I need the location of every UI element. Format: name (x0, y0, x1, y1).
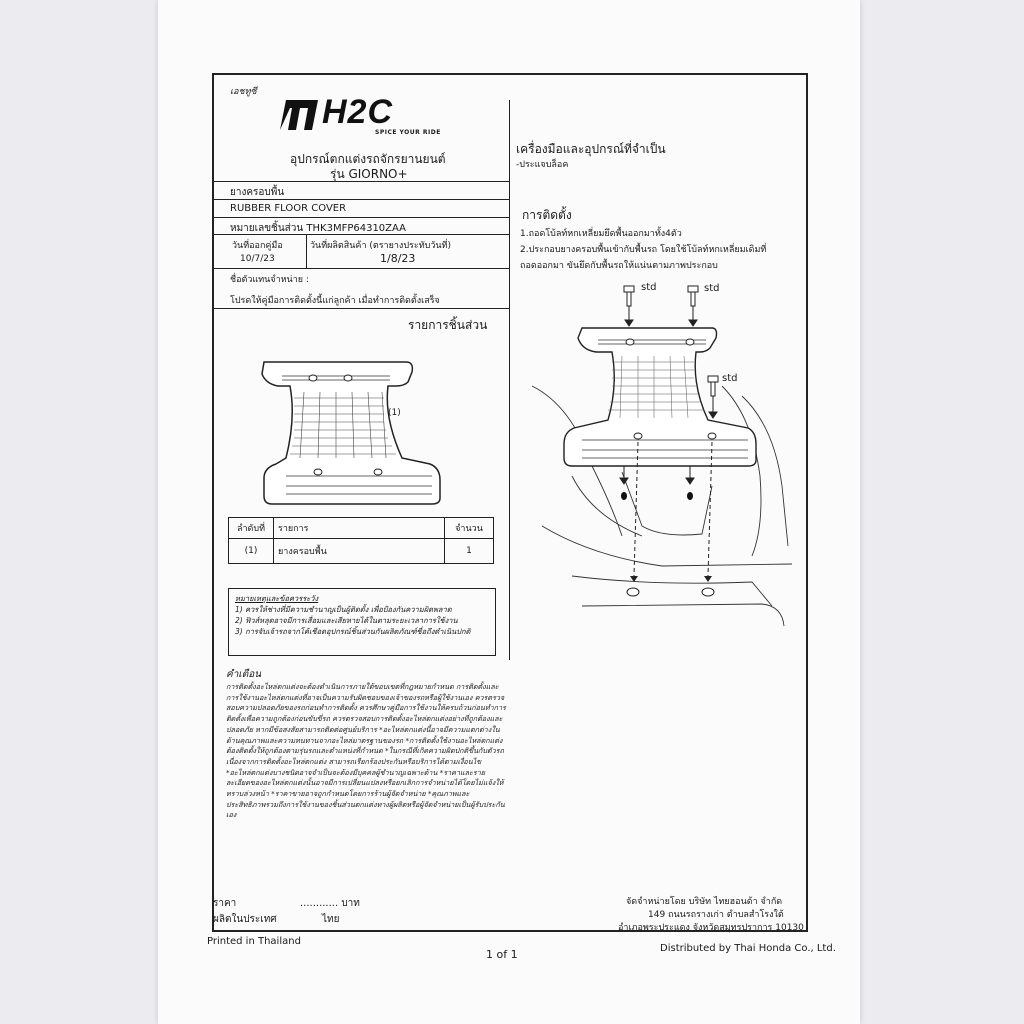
table-header-row (229, 518, 494, 539)
std-label-2: std (704, 283, 720, 294)
logo-text: H2C (322, 93, 394, 131)
divider (212, 217, 509, 218)
top-label: เอชทูซี (230, 87, 257, 97)
install-step-2: 2.ประกอบยางครอบพื้นเข้ากับพื้นรถ โดยใช้โบ้ลท์หกเหลี่ยมเดิมที่ (520, 245, 767, 255)
distributor-line-2: 149 ถนนรถรางเก่า ตำบลสำโรงใต้ (648, 910, 784, 920)
dealer-note: โปรดให้คู่มือการติดตั้งนี้แก่ลูกค้า เมื่อทำการติดตั้งเสร็จ (230, 296, 440, 306)
product-name-en: RUBBER FLOOR COVER (230, 203, 347, 214)
divider (212, 199, 509, 200)
origin-value: ไทย (322, 914, 340, 925)
origin-label: ผลิตในประเทศ (213, 914, 277, 925)
tools-heading: เครื่องมือและอุปกรณ์ที่จำเป็น (516, 142, 666, 156)
product-name-th: ยางครอบพื้น (230, 187, 285, 198)
note-item: 3) การจับเจ้ารถจากโค้เชือดอุปกรณ์ชิ้นส่วนกันผลิตภัณฑ์ชื่อถึงดำเนินปกติ (235, 627, 471, 636)
warning-text: การติดตั้งอะไหล่ตกแต่งจะต้องดำเนินการภายใต้ขอบเขตที่กฎหมายกำหนด การติดตั้งและการใช้งานอะไหล่ตกแต่งที่อาจเป็นความรับผิดชอบของเจ้าของรถหรือผู้ใช้งานเอง ควรตรวจสอบความปลอดภัยของรถก่อนทำการติดตั้ง ควรศึกษาคู่มือการใช้งานให้ครบถ้วนก่อนทำการติดตั้งเพื่อความถูกต้องก่อนขับขี่รถ ควรตรวจสอบการติดตั้งอะไหล่ตกแต่งอย่างที่ถูกต้องและปลอดภัย หากมีข้อสงสัยสามารถติดต่อศูนย์บริการ *อะไหล่ตกแต่งนี้อาจมีความแตกต่างในด้านคุณภาพและความทนทานจากอะไหล่มาตรฐานของรถ *การติดตั้งใช้งานอะไหล่ตกแต่งต้องติดตั้งให้ถูกต้องตามรุ่นรถและตำแหน่งที่กำหนด *ในกรณีที่เกิดความผิดปกติขึ้นกับตัวรถเนื่องจากการติดตั้งอะไหล่ตกแต่ง สามารถเรียกร้องประกันหรือบริการได้ตามเงื่อนไข *อะไหล่ตกแต่งบางชนิดอาจจำเป็นจะต้องมีบุคคลผู้ชำนาญเฉพาะด้าน *ราคาและรายละเอียดของอะไหล่ตกแต่งนั้นอาจมีการเปลี่ยนแปลงหรือยกเลิกการจำหน่ายได้โดยไม่แจ้งให้ทราบล่วงหน้า *ราคาขายอาจถูกกำหนดโดยการร้านผู้จัดจำหน่าย *คุณภาพและประสิทธิภาพรวมถึงการใช้งานของชิ้นส่วนตกแต่งทางผู้ผลิตหรือผู้จัดจำหน่ายเป็นผู้รับประกันเอง (226, 682, 506, 820)
manual-date-label: วันที่ออกคู่มือ (232, 241, 283, 251)
col-header-number: ลำดับที่ (229, 518, 274, 539)
col-header-item: รายการ (274, 518, 445, 539)
logo-tagline: SPICE YOUR RIDE (375, 129, 441, 136)
table-row (229, 539, 494, 564)
cell-item: ยางครอบพื้น (274, 539, 445, 564)
col-header-qty: จำนวน (445, 518, 494, 539)
dealer-label: ชื่อตัวแทนจำหน่าย : (230, 275, 309, 285)
title-line-1: อุปกรณ์ตกแต่งรถจักรยานยนต์ (290, 152, 446, 166)
part-callout: (1) (388, 408, 401, 418)
notes-box (228, 588, 496, 656)
part-number: หมายเลขชิ้นส่วน THK3MFP64310ZAA (230, 223, 406, 234)
manual-date: 10/7/23 (240, 254, 275, 264)
distributed-by-en: Distributed by Thai Honda Co., Ltd. (660, 943, 836, 954)
divider (212, 181, 509, 182)
divider (212, 308, 509, 309)
page-number: 1 of 1 (486, 948, 518, 961)
std-label-1: std (641, 282, 657, 293)
printed-in-label: Printed in Thailand (207, 936, 301, 947)
note-item: 2) ฟิวส์หลุดอาจมีการเสื่อมและเสียหายได้ในตามระยะเวลาการใช้งาน (235, 616, 458, 625)
install-step-1: 1.ถอดโบ้ลท์หกเหลี่ยมยึดพื้นออกมาทั้ง4ตัว (520, 229, 682, 239)
std-label-3: std (722, 373, 738, 384)
cell-number: (1) (229, 539, 274, 564)
cell-qty: 1 (445, 539, 494, 564)
divider (212, 234, 509, 235)
note-item: 1) ควรให้ช่างที่มีความชำนาญเป็นผู้ติดตั้ง เพื่อป้องกันความผิดพลาด (235, 605, 452, 614)
installation-diagram (512, 276, 802, 642)
divider (212, 268, 509, 269)
parts-list-heading: รายการชิ้นส่วน (408, 318, 488, 332)
distributor-line-3: อำเภอพระประแดง จังหวัดสมุทรปราการ 10130 (618, 923, 804, 933)
install-heading: การติดตั้ง (522, 208, 572, 222)
distributor-line-1: จัดจำหน่ายโดย บริษัท ไทยฮอนด้า จำกัด (626, 897, 783, 907)
tools-item: -ประแจบล็อค (516, 160, 569, 170)
divider (306, 234, 307, 268)
price-label: ราคา (213, 898, 237, 909)
warning-title: คำเตือน (226, 669, 262, 680)
title-line-2: รุ่น GIORNO+ (330, 167, 408, 181)
production-date: 1/8/23 (380, 252, 416, 265)
price-value: ............ บาท (300, 898, 360, 909)
install-step-2-cont: ถอดออกมา ขันยึดกับพื้นรถให้แน่นตามภาพประกอบ (520, 261, 718, 271)
floor-cover-illustration (256, 358, 446, 508)
column-divider (509, 100, 510, 660)
notes-title: หมายเหตุและข้อควรระวัง (235, 594, 319, 603)
production-date-label: วันที่ผลิตสินค้า (ตรายางประทับวันที่) (310, 241, 451, 251)
parts-table (228, 517, 494, 564)
